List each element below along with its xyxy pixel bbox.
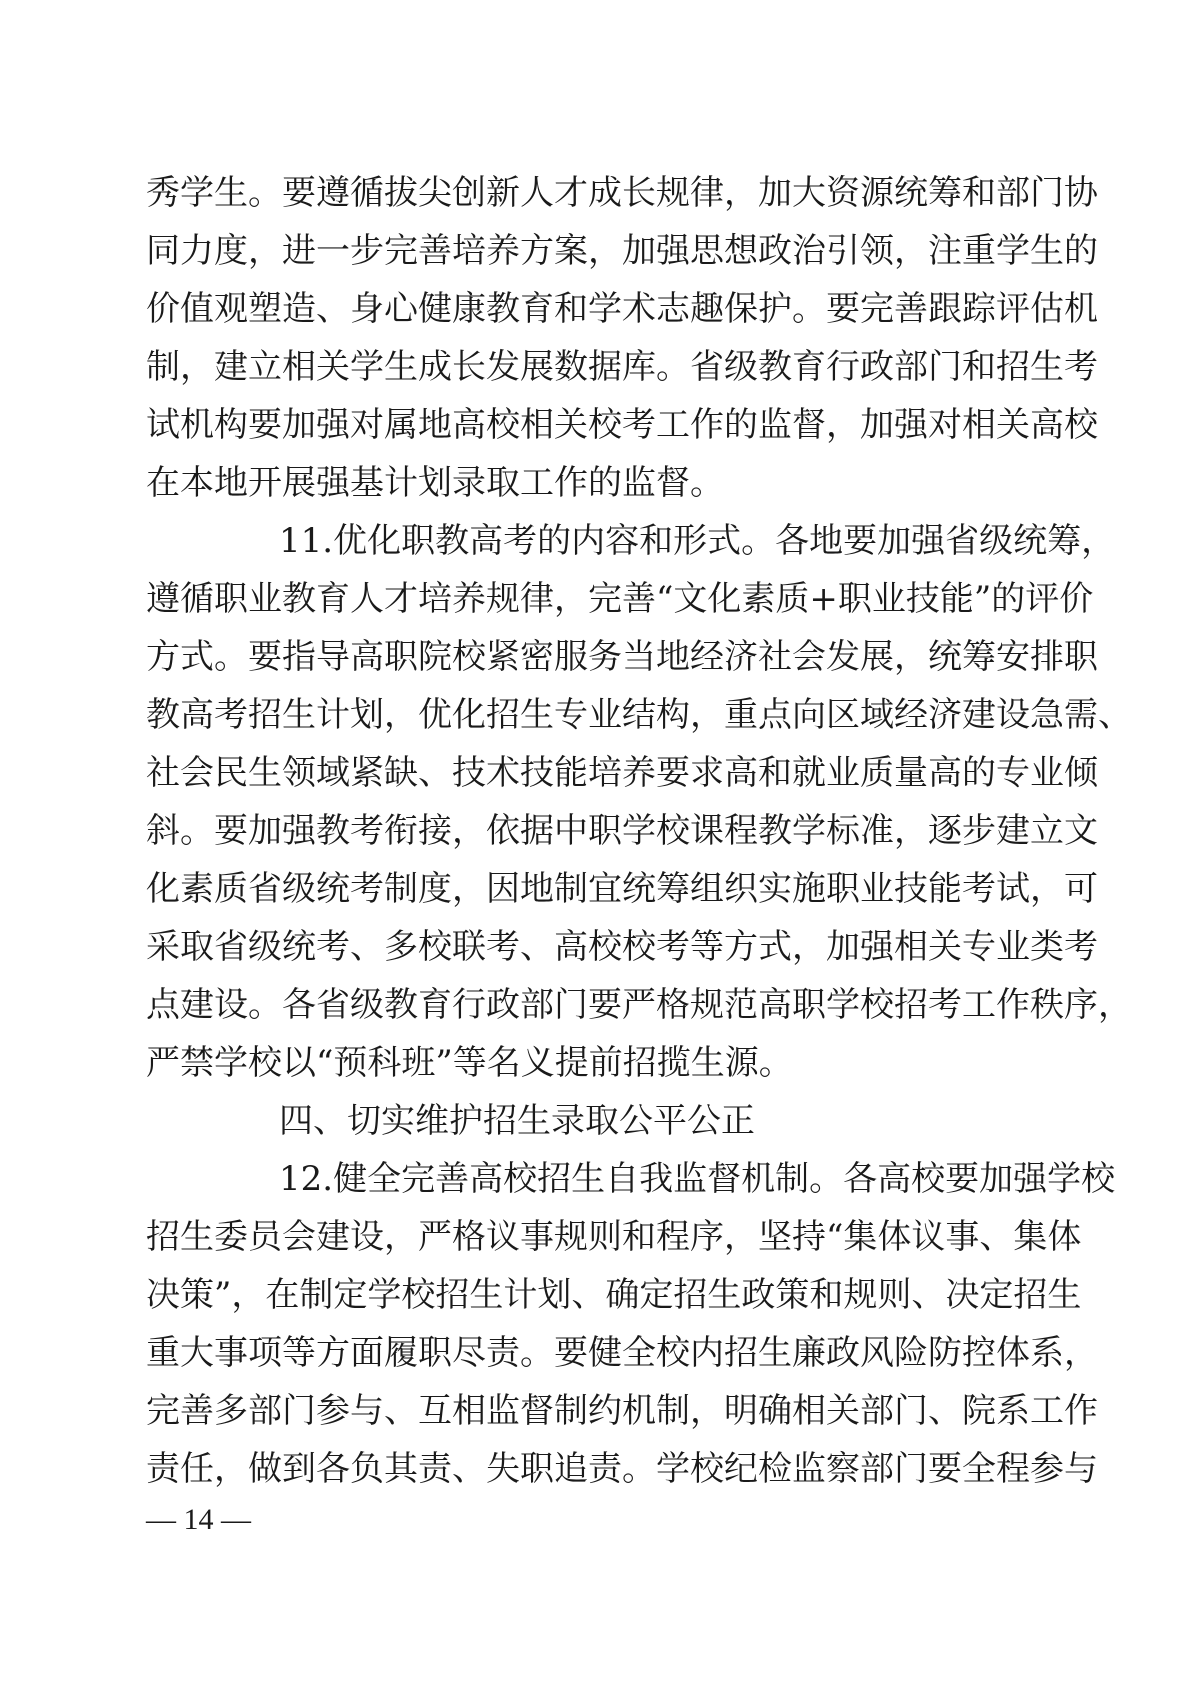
text-line: 同力度，进一步完善培养方案，加强思想政治引领，注重学生的 <box>146 231 1098 271</box>
text-line: 遵循职业教育人才培养规律，完善“文化素质+职业技能”的评价 <box>146 579 1094 619</box>
text-line: 责任，做到各负其责、失职追责。学校纪检监察部门要全程参与 <box>146 1449 1098 1489</box>
text-line: 斜。要加强教考衔接，依据中职学校课程教学标准，逐步建立文 <box>146 811 1098 851</box>
text-line: 在本地开展强基计划录取工作的监督。 <box>146 463 724 503</box>
text-line: 制，建立相关学生成长发展数据库。省级教育行政部门和招生考 <box>146 347 1098 387</box>
text-line: 社会民生领域紧缺、技术技能培养要求高和就业质量高的专业倾 <box>146 753 1098 793</box>
text-line: 严禁学校以“预科班”等名义提前招揽生源。 <box>146 1043 793 1083</box>
body-text <box>146 164 1132 1498</box>
text-line: 点建设。各省级教育行政部门要严格规范高职学校招考工作秩序， <box>146 985 1132 1025</box>
text-line: 试机构要加强对属地高校相关校考工作的监督，加强对相关高校 <box>146 405 1098 445</box>
text-line: 重大事项等方面履职尽责。要健全校内招生廉政风险防控体系， <box>146 1333 1098 1373</box>
section-heading: 四、切实维护招生录取公平公正 <box>279 1101 755 1141</box>
text-line: 化素质省级统考制度，因地制宜统筹组织实施职业技能考试，可 <box>146 869 1098 909</box>
text-line: 决策”，在制定学校招生计划、确定招生政策和规则、决定招生 <box>146 1275 1082 1315</box>
text-line: 采取省级统考、多校联考、高校校考等方式，加强相关专业类考 <box>146 927 1098 967</box>
text-line: 完善多部门参与、互相监督制约机制，明确相关部门、院系工作 <box>146 1391 1098 1431</box>
paragraph-11-start: 11.优化职教高考的内容和形式。各地要加强省级统筹， <box>279 521 1116 561</box>
paragraph-12-start: 12.健全完善高校招生自我监督机制。各高校要加强学校 <box>279 1159 1116 1199</box>
text-line: 招生委员会建设，严格议事规则和程序，坚持“集体议事、集体 <box>146 1217 1082 1257</box>
text-line: 秀学生。要遵循拔尖创新人才成长规律，加大资源统筹和部门协 <box>146 173 1098 213</box>
text-line: 价值观塑造、身心健康教育和学术志趣保护。要完善跟踪评估机 <box>146 289 1098 329</box>
text-line: 教高考招生计划，优化招生专业结构，重点向区域经济建设急需、 <box>146 695 1132 735</box>
page-number: — 14 — <box>146 1503 251 1536</box>
text-line: 方式。要指导高职院校紧密服务当地经济社会发展，统筹安排职 <box>146 637 1098 677</box>
